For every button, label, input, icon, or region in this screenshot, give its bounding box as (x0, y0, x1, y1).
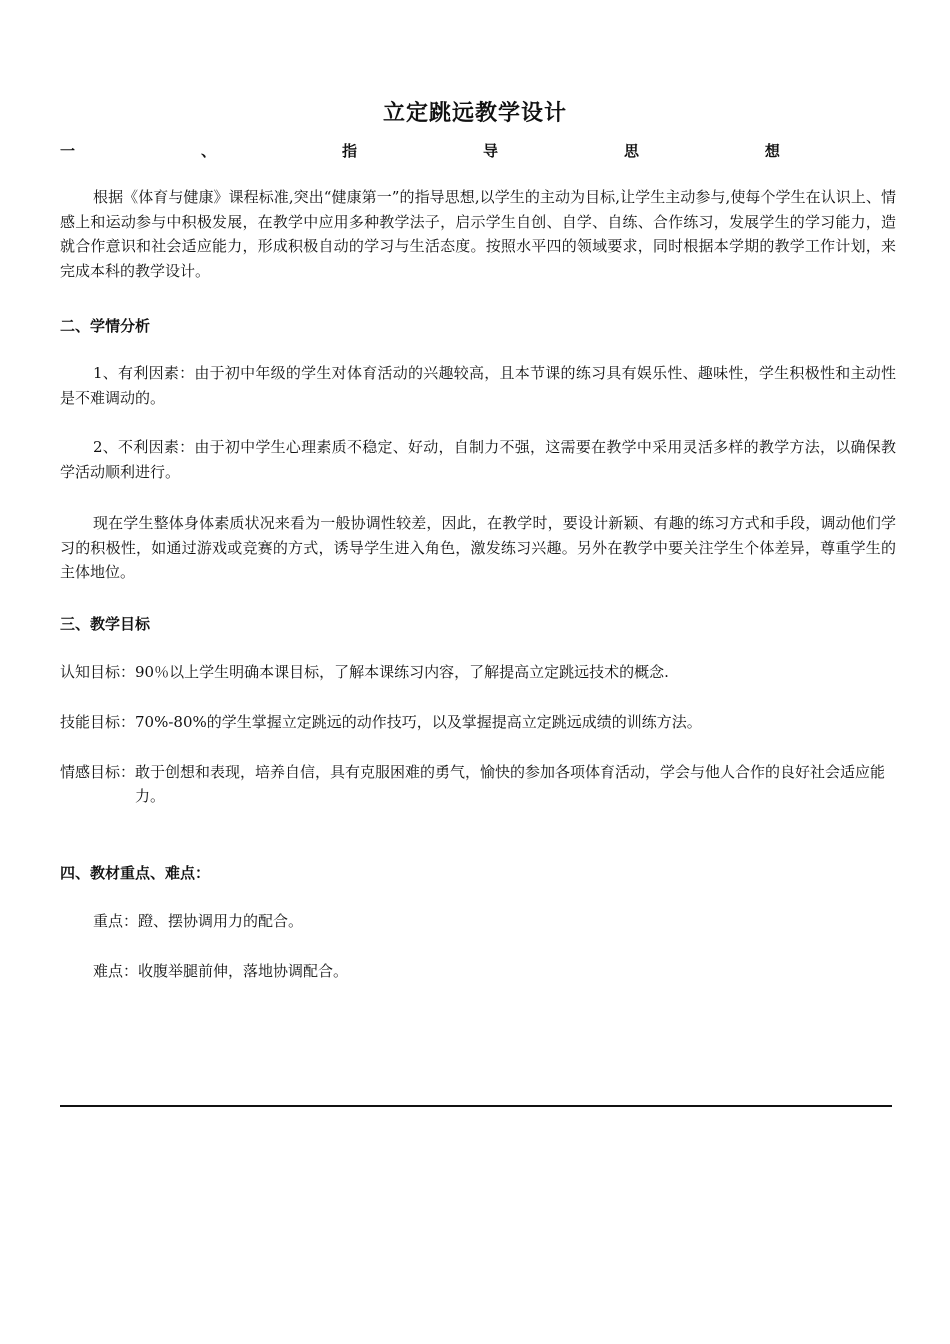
heading-char: 思 (623, 142, 639, 160)
emotion-goal-label: 情感目标： (60, 763, 136, 781)
guiding-ideology-paragraph: 根据《体育与健康》课程标准,突出“健康第一”的指导思想,以学生的主动为目标,让学生主动参与,使每个学生在认识上、情感上和运动参与中积极发展，在教学中应用多种教学法子，启示学生自创、自学、自练、合作练习，发展学生的学习能力，造就合作意识和社会适应能力，形成积极自动的学习与生活态度。按照水平四的领域要求，同时根据本学期的教学工作计划，来完成本科的教学设计。 (60, 188, 896, 280)
heading-char: 想 (764, 142, 780, 160)
cognitive-goal-label: 认知目标： (60, 663, 136, 681)
heading-char: 一 (60, 142, 76, 160)
key-point: 重点：蹬、摆协调用力的配合。 (93, 912, 304, 930)
favorable-factors-paragraph: 1、有利因素：由于初中年级的学生对体育活动的兴趣较高，且本节课的练习具有娱乐性、趣味性，学生积极性和主动性是不难调动的。 (60, 364, 896, 407)
cognitive-goal-text: 90％以上学生明确本课目标，了解本课练习内容，了解提高立定跳远技术的概念. (135, 663, 669, 681)
heading-char: 指 (341, 142, 357, 160)
overall-situation-paragraph: 现在学生整体身体素质状况来看为一般协调性较差，因此，在教学时，要设计新颖、有趣的练习方式和手段，调动他们学习的积极性，如通过游戏或竞赛的方式，诱导学生进入角色，激发练习兴趣。另外在教学中要关注学生个体差异，尊重学生的主体地位。 (60, 514, 896, 581)
skill-goal (60, 710, 896, 734)
skill-goal-label: 技能目标： (60, 713, 136, 731)
section3-heading: 三、教学目标 (60, 615, 151, 633)
emotion-goal (60, 760, 896, 808)
cognitive-goal (60, 660, 896, 684)
difficult-point: 难点：收腹举腿前伸，落地协调配合。 (93, 962, 349, 980)
unfavorable-factors-paragraph: 2、不利因素：由于初中学生心理素质不稳定、好动，自制力不强，这需要在教学中采用灵活多样的教学方法，以确保教学活动顺利进行。 (60, 438, 896, 481)
emotion-goal-text: 敢于创想和表现，培养自信，具有克服困难的勇气，愉快的参加各项体育活动，学会与他人合作的良好社会适应能力。 (135, 763, 886, 805)
section1-heading (60, 140, 780, 161)
section2-heading: 二、学情分析 (60, 317, 151, 335)
bottom-divider (60, 1105, 892, 1107)
skill-goal-text: 70%-80%的学生掌握立定跳远的动作技巧，以及掌握提高立定跳远成绩的训练方法。 (135, 713, 702, 731)
section4-heading: 四、教材重点、难点： (60, 864, 211, 882)
heading-char: 导 (482, 142, 498, 160)
document-title: 立定跳远教学设计 (382, 101, 567, 126)
heading-char: 、 (200, 142, 216, 160)
